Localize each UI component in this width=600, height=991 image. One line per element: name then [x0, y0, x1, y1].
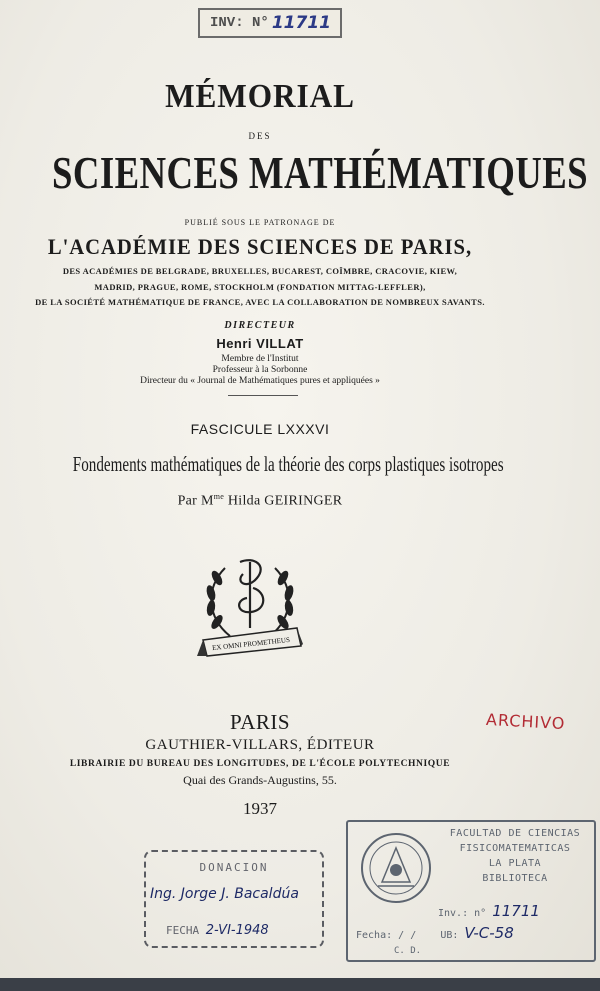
publisher-librairie: LIBRAIRIE DU BUREAU DES LONGITUDES, DE L'ÉCOLE POLYTECHNIQUE — [69, 759, 451, 769]
publisher-name: GAUTHIER-VILLARS, ÉDITEUR — [145, 737, 375, 753]
divider-rule — [228, 395, 298, 396]
scan-footer-strip — [0, 978, 600, 991]
library-ub-value: V-C-58 — [464, 924, 514, 942]
author-sup: me — [213, 492, 225, 501]
author-name: Hilda GEIRINGER — [224, 493, 343, 509]
work-title: Fondements mathématiques de la théorie des corps plastiques isotropes — [72, 452, 504, 476]
donation-stamp — [144, 850, 324, 948]
donation-date — [166, 923, 269, 938]
library-inventory — [438, 902, 540, 920]
university-seal-icon — [358, 830, 434, 906]
library-line-3: LA PLATA — [488, 858, 542, 869]
donation-date-value: 2-VI-1948 — [205, 923, 269, 938]
academie-line: L'ACADÉMIE DES SCIENCES DE PARIS, — [47, 234, 473, 259]
publisher-emblem-icon — [195, 548, 305, 664]
director-role-2: Professeur à la Sorbonne — [212, 365, 308, 375]
director-role-1: Membre de l'Institut — [221, 354, 299, 364]
patronage-line: PUBLIÉ SOUS LE PATRONAGE DE — [184, 218, 336, 227]
inventory-stamp-label: INV: N° — [210, 15, 269, 31]
academies-line-1: DES ACADÉMIES DE BELGRADE, BRUXELLES, BUCAREST, COÏMBRE, CRACOVIE, KIEW, — [62, 266, 458, 276]
donation-donor: Ing. Jorge J. Bacaldúa — [150, 886, 299, 902]
series-title-des: DES — [248, 131, 272, 141]
library-line-1: FACULTAD DE CIENCIAS — [449, 828, 581, 839]
library-line-4: BIBLIOTECA — [482, 873, 548, 884]
fascicule-number: FASCICULE LXXXVI — [190, 421, 330, 437]
publication-year: 1937 — [243, 799, 277, 818]
handwritten-archivo: ARCHIVO — [485, 709, 566, 734]
library-ub-label: UB: — [440, 930, 459, 941]
donation-title: DONACION — [199, 861, 269, 874]
svg-text:EX OMNI PROMETHEUS: EX OMNI PROMETHEUS — [211, 635, 291, 653]
author-par: Par M — [177, 493, 214, 509]
library-date-label: Fecha: — [356, 930, 393, 941]
series-title-memorial: MÉMORIAL — [165, 78, 355, 115]
series-title-sciences: SCIENCES MATHÉMATIQUES — [52, 147, 589, 198]
publisher-city: PARIS — [229, 710, 291, 734]
library-cd-label: C. D. — [394, 946, 422, 956]
library-line-2: FISICOMATEMATICAS — [459, 843, 571, 854]
donation-date-label: FECHA — [166, 924, 200, 937]
academies-line-3: DE LA SOCIÉTÉ MATHÉMATIQUE DE FRANCE, AVEC LA COLLABORATION DE NOMBREUX SAVANTS. — [35, 297, 485, 307]
director-label: DIRECTEUR — [224, 320, 296, 331]
library-inventory-value: 11711 — [492, 902, 540, 920]
director-role-3: Directeur du « Journal de Mathématiques pures et appliquées » — [140, 376, 380, 386]
library-date-value: / / — [398, 930, 417, 941]
academies-line-2: MADRID, PRAGUE, ROME, STOCKHOLM (FONDATION MITTAG-LEFFLER), — [94, 282, 426, 292]
publisher-address: Quai des Grands-Augustins, 55. — [183, 773, 337, 787]
author-line — [0, 492, 520, 510]
director-name: Henri VILLAT — [216, 336, 304, 351]
library-inventory-label: Inv.: n° — [438, 908, 487, 919]
inventory-stamp-number: 11711 — [271, 13, 331, 33]
library-date-ub — [356, 924, 514, 942]
inventory-stamp — [198, 8, 342, 38]
library-stamp — [346, 820, 596, 962]
